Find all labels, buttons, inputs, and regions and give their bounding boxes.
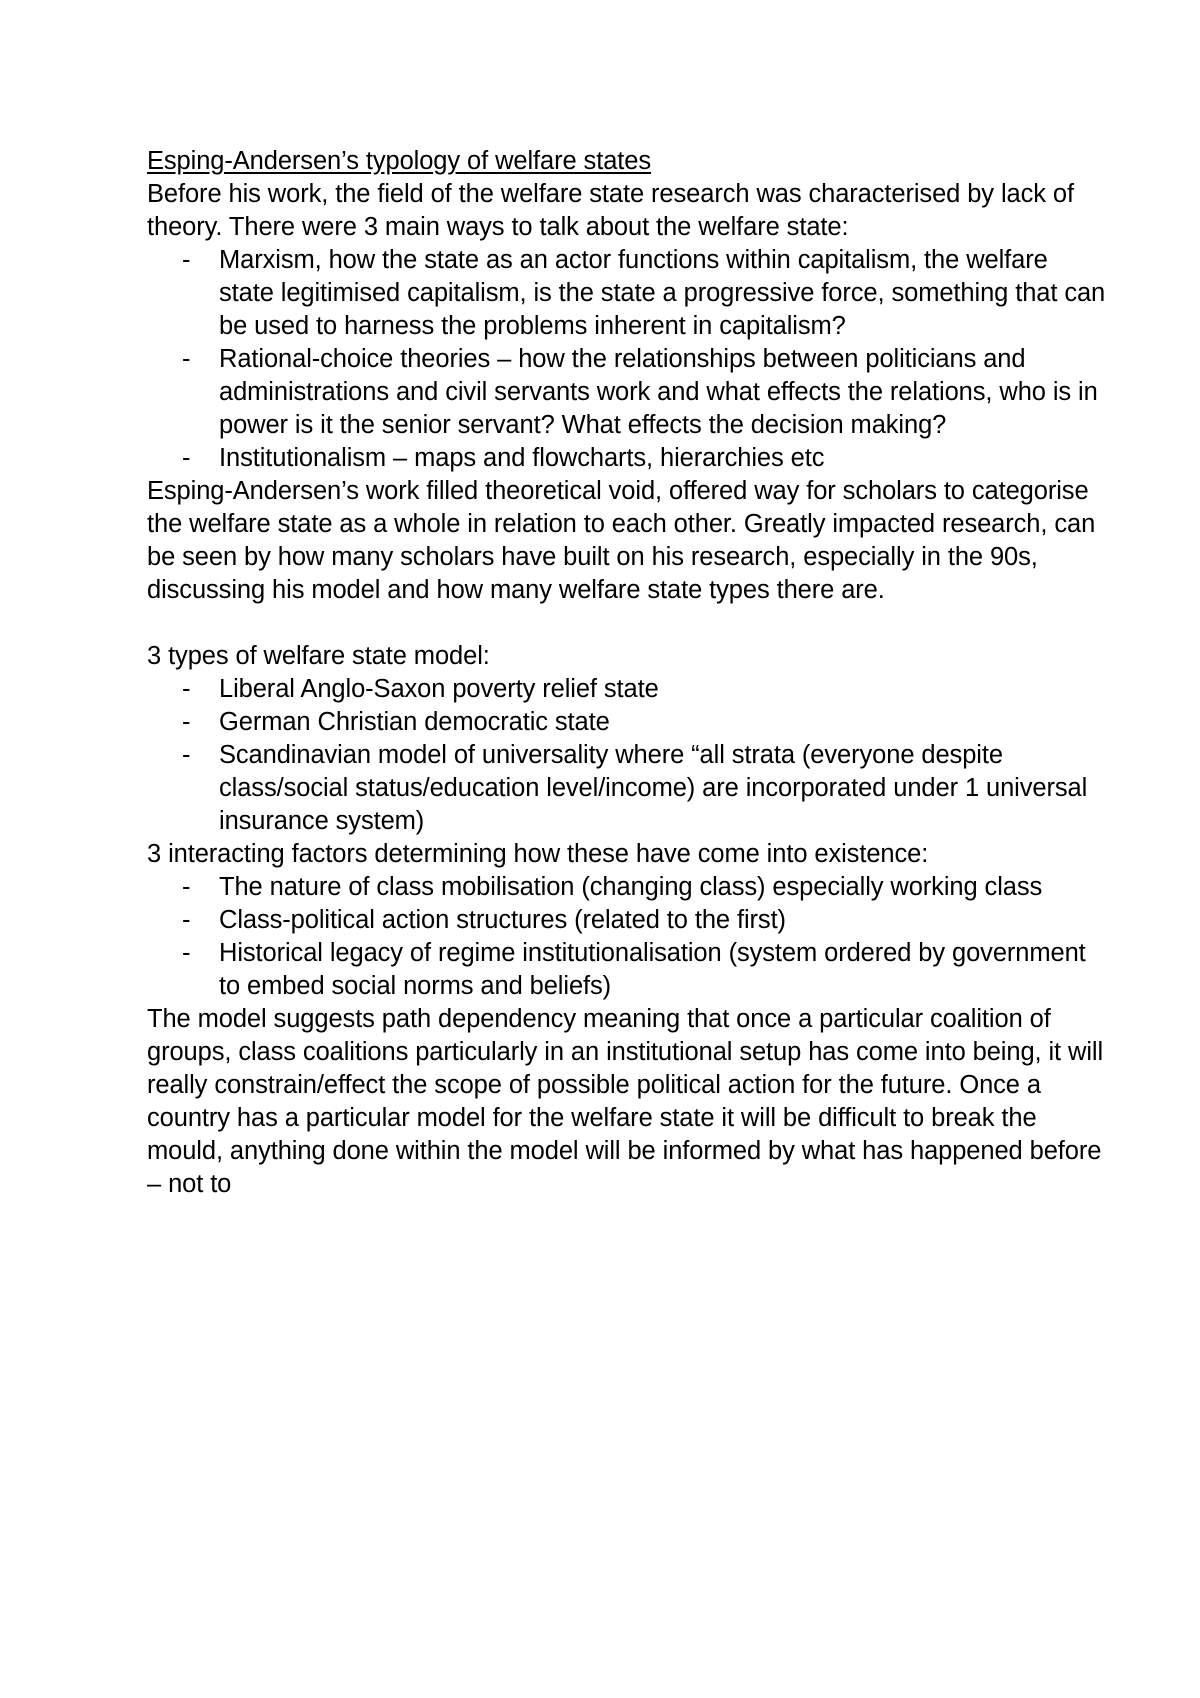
list-item — [147, 244, 1107, 343]
path-dependency-paragraph: The model suggests path dependency meaning that once a particular coalition of groups, class coalitions particularly in an institutional setup has come into being, it will really constrain/effect the scope of possible political action for the future. Once a country has a particular model for the welfare state it will be difficult to break the mould, anything done within the model will be informed by what has happened before – not to — [147, 1005, 1104, 1198]
list-item — [147, 673, 1107, 706]
types-list — [147, 673, 1107, 838]
list-item — [147, 871, 1107, 904]
impact-paragraph: Esping-Andersen’s work filled theoretical void, offered way for scholars to categorise the welfare state as a whole in relation to each other. Greatly impacted research, can be seen by how many scholars have built on his research, especially in the 90s, discussing his model and how many welfare state types there are. — [147, 477, 1096, 604]
factors-list — [147, 871, 1107, 1003]
document-title: Esping-Andersen’s typology of welfare states — [147, 147, 651, 175]
dash-bullet: - — [182, 708, 191, 736]
dash-bullet: - — [182, 246, 191, 274]
list-item — [147, 343, 1107, 442]
ways-list — [147, 244, 1107, 475]
intro-paragraph: Before his work, the field of the welfare state research was characterised by lack of theory. There were 3 main ways to talk about the welfare state: — [147, 180, 1074, 241]
list-item-text: Marxism, how the state as an actor functions within capitalism, the welfare state legitimised capitalism, is the state a progressive force, something that can be used to harness the problems inherent in capitalism? — [219, 246, 1106, 340]
dash-bullet: - — [182, 741, 191, 769]
list-item-text: Liberal Anglo-Saxon poverty relief state — [219, 675, 659, 703]
list-item-text: Historical legacy of regime institutionalisation (system ordered by government to embed social norms and beliefs) — [219, 939, 1086, 1000]
list-item-text: Institutionalism – maps and flowcharts, hierarchies etc — [219, 444, 825, 472]
dash-bullet: - — [182, 444, 191, 472]
list-item — [147, 739, 1107, 838]
list-item-text: Class-political action structures (related to the first) — [219, 906, 786, 934]
factors-heading: 3 interacting factors determining how these have come into existence: — [147, 840, 929, 868]
dash-bullet: - — [182, 939, 191, 967]
list-item-text: Rational-choice theories – how the relationships between politicians and administrations and civil servants work and what effects the relations, who is in power is it the senior servant? What effects the decision making? — [219, 345, 1098, 439]
list-item — [147, 706, 1107, 739]
list-item-text: Scandinavian model of universality where “all strata (everyone despite class/social status/education level/income) are incorporated under 1 universal insurance system) — [219, 741, 1088, 835]
list-item — [147, 442, 1107, 475]
dash-bullet: - — [182, 345, 191, 373]
document-page — [147, 145, 1107, 1201]
dash-bullet: - — [182, 873, 191, 901]
types-heading: 3 types of welfare state model: — [147, 642, 490, 670]
list-item-text: The nature of class mobilisation (changing class) especially working class — [219, 873, 1043, 901]
list-item-text: German Christian democratic state — [219, 708, 610, 736]
dash-bullet: - — [182, 675, 191, 703]
dash-bullet: - — [182, 906, 191, 934]
list-item — [147, 904, 1107, 937]
list-item — [147, 937, 1107, 1003]
